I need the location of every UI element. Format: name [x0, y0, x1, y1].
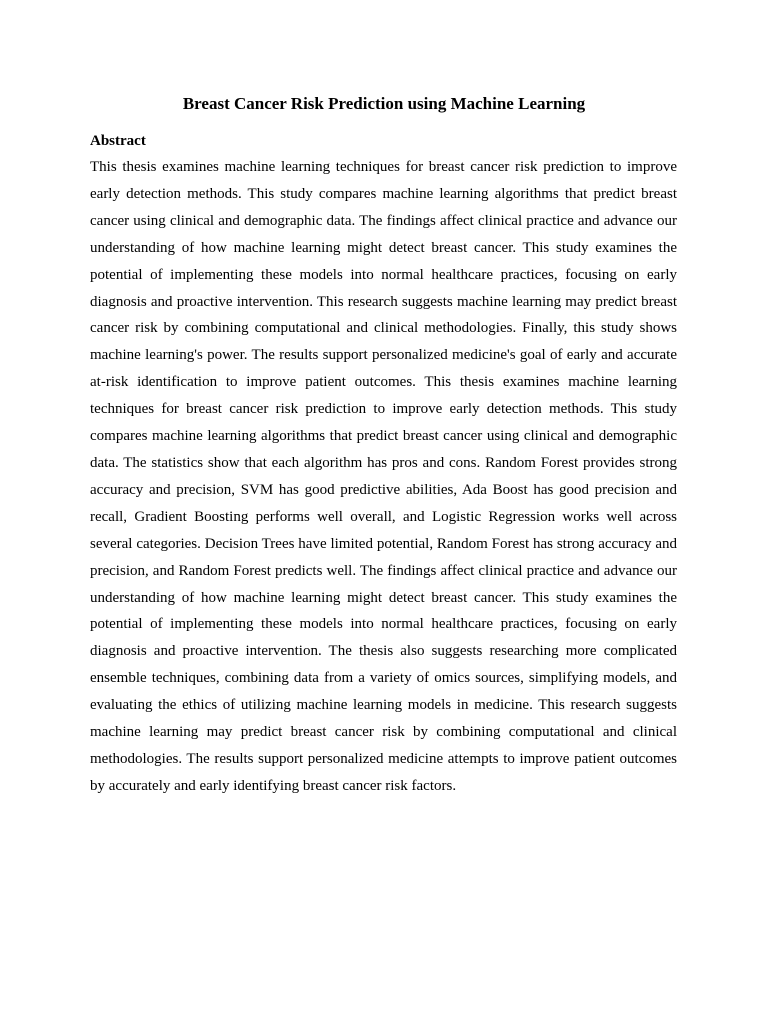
document-title: Breast Cancer Risk Prediction using Machine Learning	[182, 94, 586, 113]
abstract-body: This thesis examines machine learning techniques for breast cancer risk prediction to improve early detection methods. This study compares machine learning algorithms that predict breast cancer using clinical and demographic data. The findings affect clinical practice and advance our understanding of how machine learning might detect breast cancer. This study examines the potential of implementing these models into normal healthcare practices, focusing on early diagnosis and proactive intervention. This research suggests machine learning may predict breast cancer risk by combining computational and clinical methodologies. Finally, this study shows machine learning's power. The results support personalized medicine's goal of early and accurate at-risk identification to improve patient outcomes. This thesis examines machine learning techniques for breast cancer risk prediction to improve early detection methods. This study compares machine learning algorithms that predict breast cancer using clinical and demographic data. The statistics show that each algorithm has pros and cons. Random Forest provides strong accuracy and precision, SVM has good predictive abilities, Ada Boost has good precision and recall, Gradient Boosting performs well overall, and Logistic Regression works well across several categories. Decision Trees have limited potential, Random Forest has strong accuracy and precision, and Random Forest predicts well. The findings affect clinical practice and advance our understanding of how machine learning might detect breast cancer. This study examines the potential of implementing these models into normal healthcare practices, focusing on early diagnosis and proactive intervention. The thesis also suggests researching more complicated ensemble techniques, combining data from a variety of omics sources, simplifying models, and evaluating the ethics of utilizing machine learning models in medicine. This research suggests machine learning may predict breast cancer risk by combining computational and clinical methodologies. The results support personalized medicine attempts to improve patient outcomes by accurately and early identifying breast cancer risk factors.	[90, 159, 677, 794]
abstract-heading: Abstract	[90, 133, 146, 149]
